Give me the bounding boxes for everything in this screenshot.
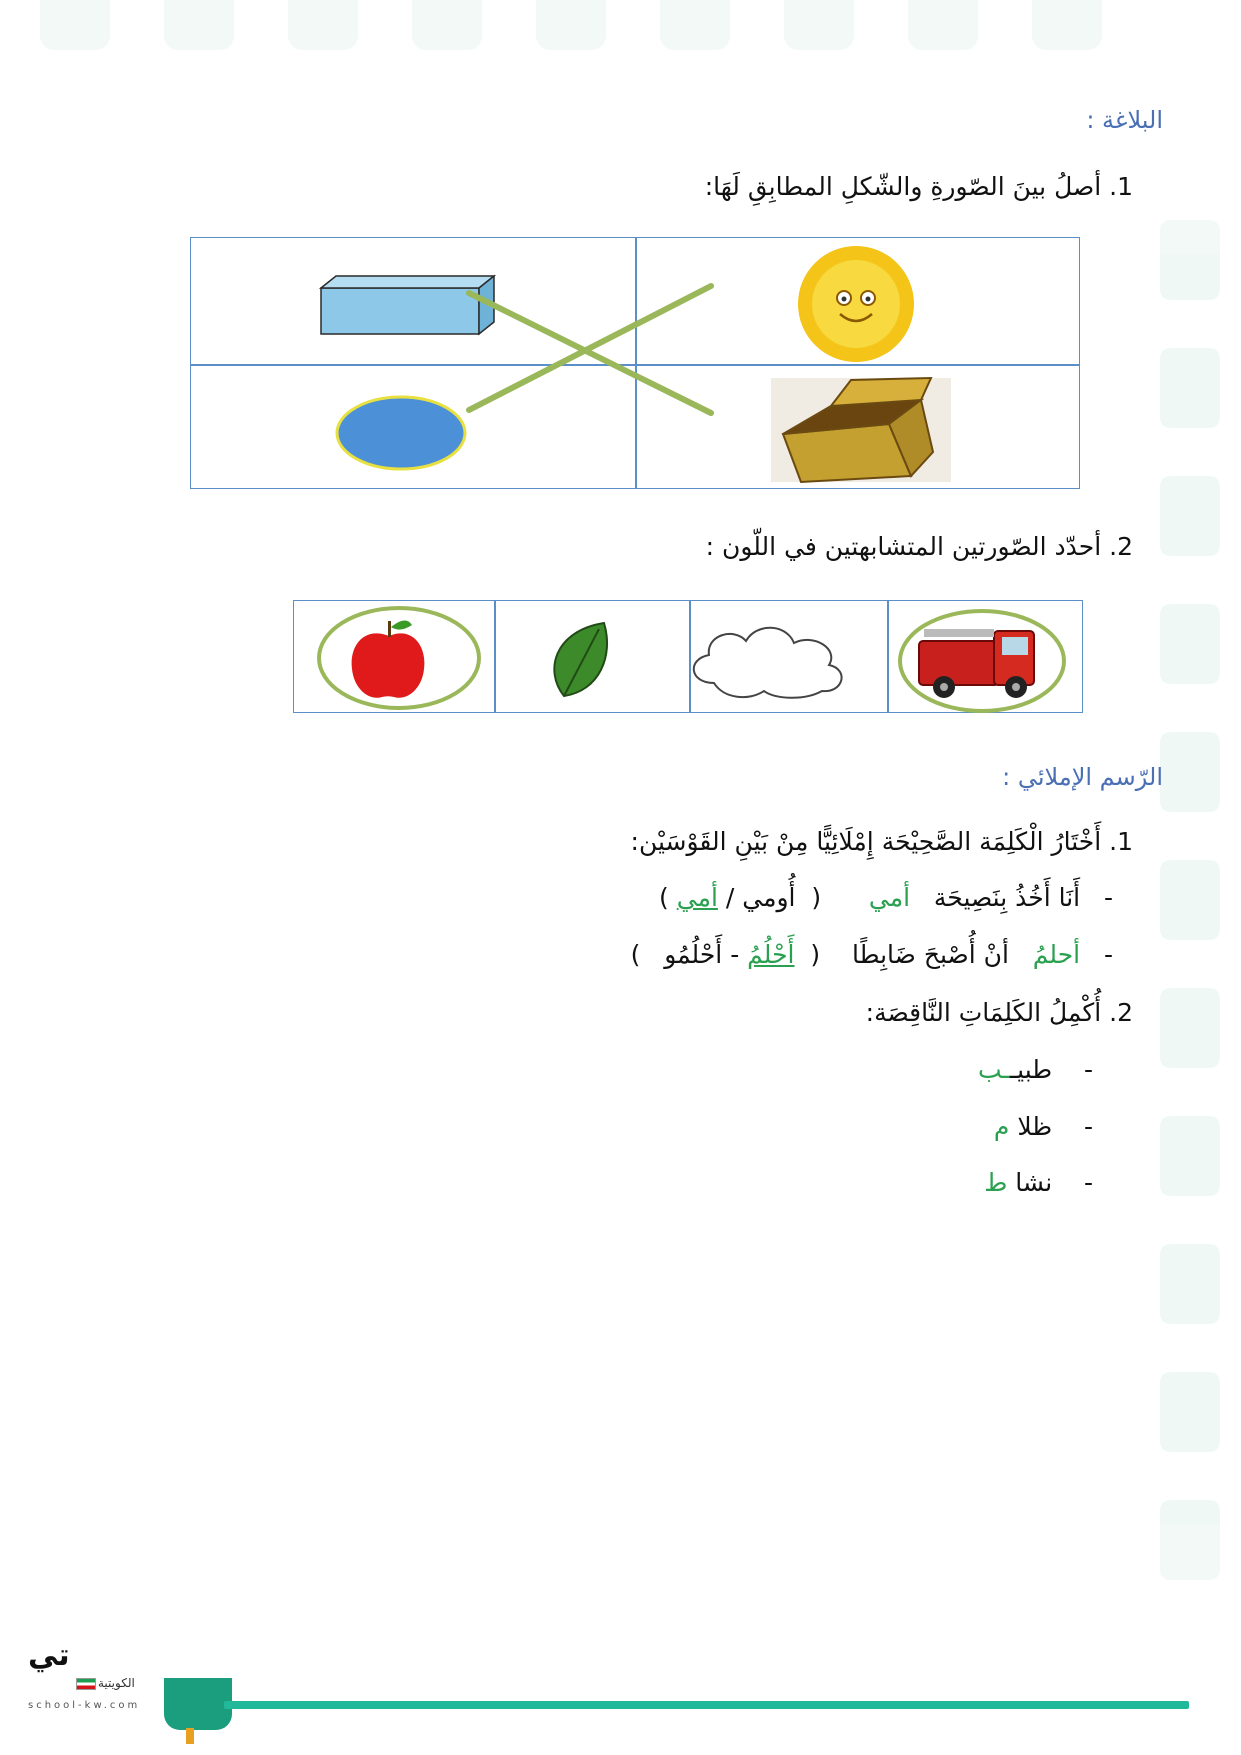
watermark-right	[1160, 220, 1220, 1628]
spelling-heading: الرّسم الإملائي :	[1002, 763, 1163, 791]
item2-separator: -	[730, 940, 740, 969]
bullet: -	[1103, 883, 1113, 912]
item1-option1: أُومي /	[725, 883, 796, 912]
completion-item	[984, 1168, 1093, 1197]
logo-bookmark-icon	[186, 1728, 194, 1744]
cloud-image	[694, 628, 842, 698]
logo-badge-icon	[164, 1678, 232, 1730]
logo-sub: الكويتية	[98, 1676, 135, 1690]
spelling-question-2: 2. أُكْمِلُ الكَلِمَاتِ النَّاقِصَة:	[865, 998, 1133, 1027]
item2-sentence: أنْ أُصْبحَ ضَابِطًا	[851, 940, 1009, 969]
color-match-table	[293, 600, 1083, 713]
bullet: -	[1083, 1112, 1093, 1141]
spelling-item-1	[659, 883, 1113, 912]
leaf-image	[554, 623, 607, 696]
bullet: -	[1103, 940, 1113, 969]
completion-answer: م	[993, 1112, 1010, 1141]
watermark-top	[0, 0, 1241, 60]
logo-word: تي	[28, 1638, 70, 1673]
chest-image	[771, 378, 951, 482]
match-line-1	[469, 293, 711, 413]
completion-word: ظلا	[1017, 1112, 1053, 1141]
item2-option1: أَحْلُمُ	[747, 940, 795, 969]
completion-answer: ـب	[977, 1055, 1010, 1084]
apple-image	[352, 620, 425, 697]
item2-open-paren: (	[810, 940, 821, 969]
rhetoric-heading: البلاغة :	[1086, 106, 1163, 134]
ellipse-shape	[337, 397, 465, 469]
matching-illustration	[191, 238, 1081, 490]
completion-word: طبيـ	[1009, 1055, 1053, 1084]
rhetoric-question-2: 2. أحدّد الصّورتين المتشابهتين في اللّون :	[705, 532, 1133, 561]
bullet: -	[1083, 1055, 1093, 1084]
site-logo[interactable]	[24, 1638, 224, 1738]
fire-truck-image	[919, 629, 1034, 698]
completion-item	[994, 1112, 1093, 1141]
match-line-2	[469, 286, 711, 410]
spelling-question-1: 1. أَخْتَارُ الْكَلِمَة الصَّحِيْحَة إِمْلَائِيًّا مِنْ بَيْنِ القَوْسَيْن:	[630, 827, 1133, 856]
item1-option2: أمي	[676, 883, 718, 912]
item2-answer: أحلمُ	[1032, 940, 1081, 969]
sun-image	[798, 246, 914, 362]
matching-table	[190, 237, 1080, 489]
completion-answer: ط	[984, 1168, 1008, 1197]
completion-word: نشا	[1015, 1168, 1053, 1197]
item1-answer: أمي	[868, 883, 911, 912]
spelling-item-2	[631, 940, 1113, 969]
footer-bar	[224, 1701, 1189, 1709]
kuwait-flag-icon	[76, 1678, 96, 1690]
item2-close-paren: )	[630, 940, 641, 969]
cuboid-shape	[321, 276, 494, 334]
item1-sentence: أَنَا أَخُذُ بِنَصِيحَة	[933, 883, 1081, 912]
item1-close-paren: )	[659, 883, 669, 912]
color-illustration	[294, 601, 1084, 714]
item1-open-paren: (	[811, 883, 822, 912]
rhetoric-question-1: 1. أصلُ بينَ الصّورةِ والشّكلِ المطابِقِ لَهَا:	[704, 172, 1133, 201]
completion-item	[978, 1055, 1093, 1084]
item2-option2: أَحْلُمُو	[664, 940, 723, 969]
logo-url: school-kw.com	[28, 1700, 141, 1711]
bullet: -	[1083, 1168, 1093, 1197]
